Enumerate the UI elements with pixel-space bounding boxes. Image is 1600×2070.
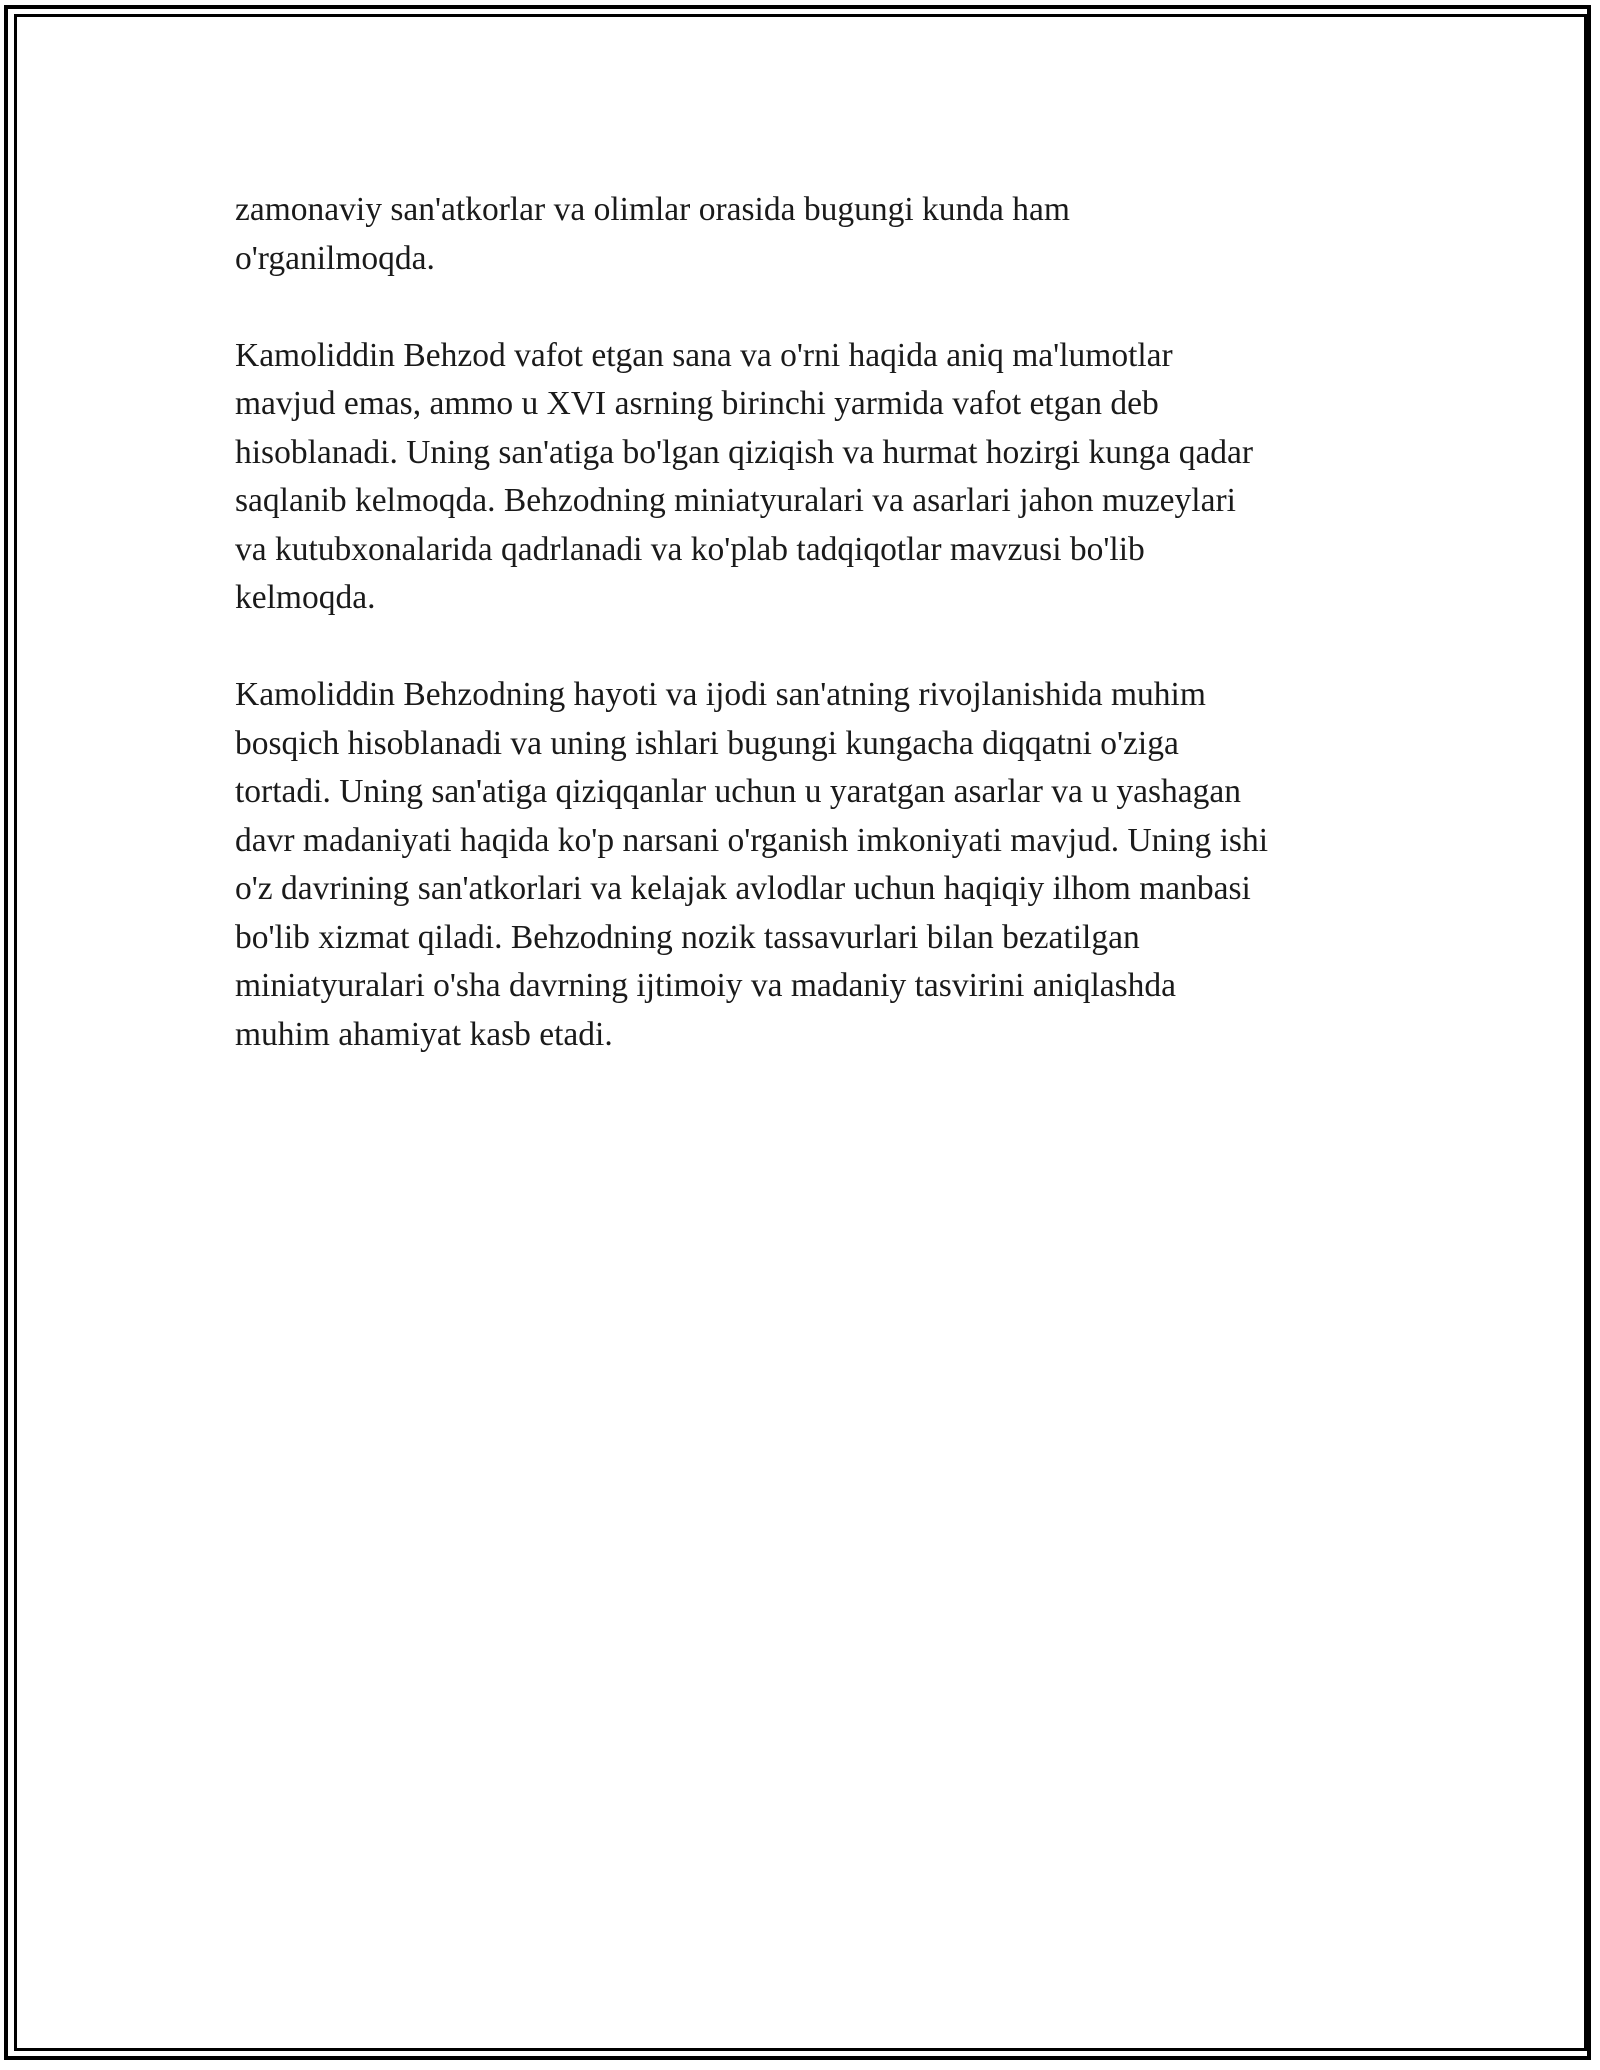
text-line: o'z davrining san'atkorlari va kelajak avlodlar uchun haqiqiy ilhom manbasi (235, 870, 1251, 907)
text-line: miniatyuralari o'sha davrning ijtimoiy va madaniy tasvirini aniqlashda (235, 967, 1177, 1004)
document-body (235, 186, 1380, 1108)
text-line: va kutubxonalarida qadrlanadi va ko'plab tadqiqotlar mavzusi bo'lib (235, 530, 1145, 568)
text-line: muhim ahamiyat kasb etadi. (235, 1015, 613, 1053)
text-line: hisoblanadi. Uning san'atiga bo'lgan qiziqish va hurmat hozirgi kunga qadar (235, 433, 1254, 471)
text-line: mavjud emas, ammo u XVI asrning birinchi yarmida vafot etgan deb (235, 385, 1159, 422)
paragraph-1 (235, 186, 1380, 283)
text-line: bo'lib xizmat qiladi. Behzodning nozik tassavurlari bilan bezatilgan (235, 918, 1140, 956)
text-line: saqlanib kelmoqda. Behzodning miniatyuralari va asarlari jahon muzeylari (235, 482, 1236, 519)
text-line: bosqich hisoblanadi va uning ishlari bugungi kungacha diqqatni o'ziga (235, 724, 1179, 762)
text-line: kelmoqda. (235, 579, 376, 616)
text-line: o'rganilmoqda. (235, 239, 435, 277)
text-line: Kamoliddin Behzod vafot etgan sana va o'rni haqida aniq ma'lumotlar (235, 336, 1173, 374)
text-line: davr madaniyati haqida ko'p narsani o'rganish imkoniyati mavjud. Uning ishi (235, 821, 1269, 859)
paragraph-3 (235, 671, 1380, 1059)
text-line: zamonaviy san'atkorlar va olimlar orasida bugungi kunda ham (235, 191, 1070, 228)
text-line: Kamoliddin Behzodning hayoti va ijodi san'atning rivojlanishida muhim (235, 676, 1206, 713)
paragraph-2 (235, 332, 1380, 623)
text-line: tortadi. Uning san'atiga qiziqqanlar uchun u yaratgan asarlar va u yashagan (235, 773, 1242, 810)
